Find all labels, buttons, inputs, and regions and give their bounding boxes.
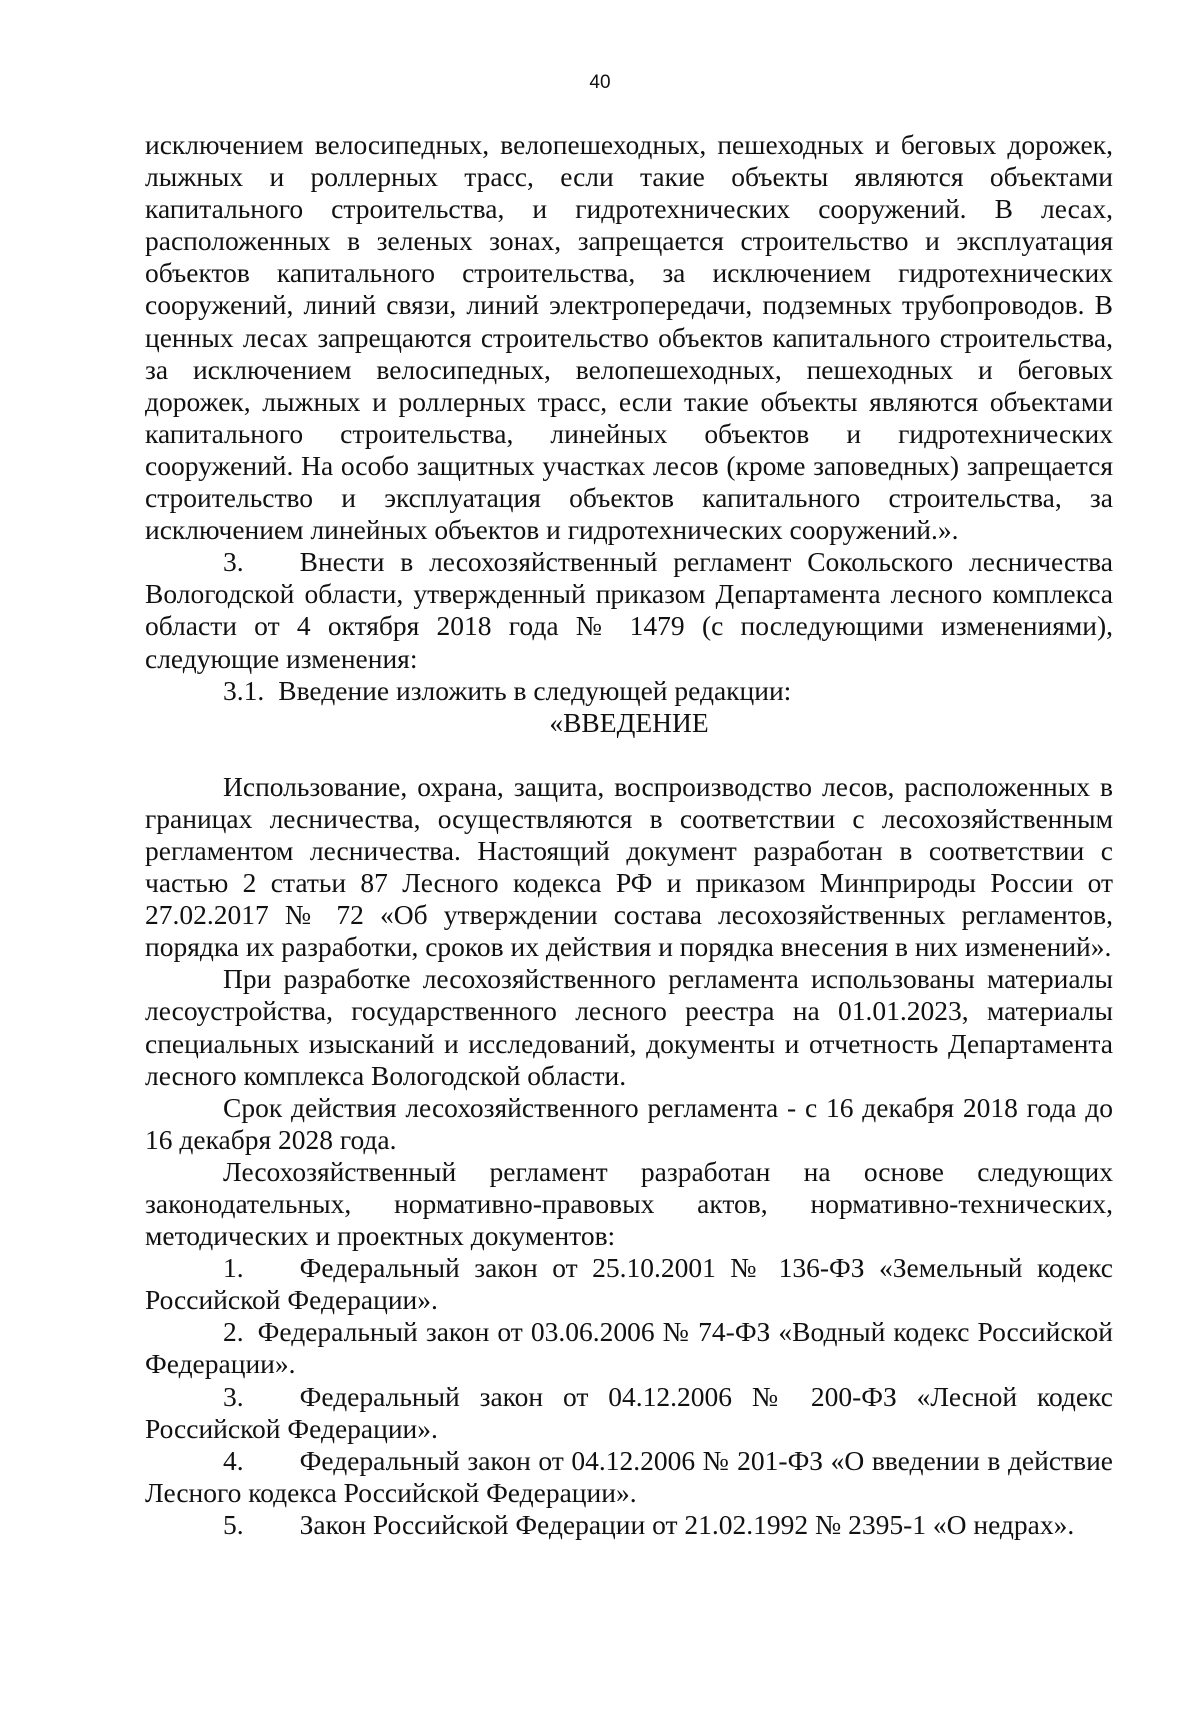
paragraph-continuation: исключением велосипедных, велопешеходных, пешеходных и беговых дорожек, лыжных и роллерных трасс, если такие объекты являются объектами капитального строительства, и гидротехнических сооружений. В лесах, расположенных в зеленых зонах, запрещается строительство и эксплуатация объектов капитального строительства, за исключением гидротехнических сооружений, линий связи, линий электропередачи, подземных трубопроводов. В ценных лесах запрещаются строительство объектов капитального строительства, за исключением велосипедных, велопешеходных, пешеходных и беговых дорожек, лыжных и роллерных трасс, если такие объекты являются объектами капитального строительства, линейных объектов и гидротехнических сооружений. На особо защитных участках лесов (кроме заповедных) запрещается строительство и эксплуатация объектов капитального строительства, за исключением линейных объектов и гидротехнических сооружений.». [145,129,1113,546]
list-item-text: Федеральный закон от 03.06.2006 № 74-ФЗ «Водный кодекс Российской Федерации». [145,1316,1113,1380]
item-3-1-text: Введение изложить в следующей редакции: [278,674,792,706]
list-item-number: 2. [223,1316,244,1348]
paragraph-intro: Использование, охрана, защита, воспроизводство лесов, расположенных в границах лесничества, осуществляются в соответствии с лесохозяйственным регламентом лесничества. Настоящий документ разработан в соответствии с частью 2 статьи 87 Лесного кодекса РФ и приказом Минприроды России от 27.02.2017 № 72 «Об утверждении состава лесохозяйственных регламентов, порядка их разработки, сроков их действия и порядка внесения в них изменений». [145,770,1113,963]
heading-spacer [145,739,1113,771]
section-heading: «ВВЕДЕНИЕ [549,706,709,738]
list-item [145,1509,1113,1541]
list-item [145,1252,1113,1316]
item-3-text: Внести в лесохозяйственный регламент Сокольского лесничества Вологодской области, утвержденный приказом Департамента лесного комплекса области от 4 октября 2018 года № 1479 (с последующими изменениями), следующие изменения: [145,546,1113,674]
list-item-text: Федеральный закон от 25.10.2001 № 136-ФЗ «Земельный кодекс Российской Федерации». [145,1252,1113,1316]
item-3-1-number: 3.1. [223,674,265,706]
list-item-number: 5. [223,1508,244,1540]
list-item-text: Федеральный закон от 04.12.2006 № 200-ФЗ «Лесной кодекс Российской Федерации». [145,1380,1113,1444]
list-item [145,1381,1113,1445]
paragraph-basis: Лесохозяйственный регламент разработан на основе следующих законодательных, нормативно-правовых актов, нормативно-технических, методических и проектных документов: [145,1155,1113,1252]
list-item-number: 1. [223,1252,244,1284]
list-item-text: Закон Российской Федерации от 21.02.1992 № 2395-1 «О недрах». [299,1508,1075,1540]
list-item [145,1445,1113,1509]
document-body [145,129,1113,1541]
item-3-1 [145,675,1113,707]
list-item-text: Федеральный закон от 04.12.2006 № 201-ФЗ «О введении в действие Лесного кодекса Российской Федерации». [145,1444,1113,1508]
item-3 [145,546,1113,674]
list-item-number: 3. [223,1380,244,1412]
item-3-number: 3. [223,546,244,578]
list-item [145,1316,1113,1380]
page-number: 40 [589,72,611,93]
paragraph-materials: При разработке лесохозяйственного регламента использованы материалы лесоустройства, государственного лесного реестра на 01.01.2023, материалы специальных изысканий и исследований, документы и отчетность Департамента лесного комплекса Вологодской области. [145,963,1113,1091]
paragraph-term: Срок действия лесохозяйственного регламента - с 16 декабря 2018 года до 16 декабря 2028 года. [145,1091,1113,1155]
list-item-number: 4. [223,1444,244,1476]
